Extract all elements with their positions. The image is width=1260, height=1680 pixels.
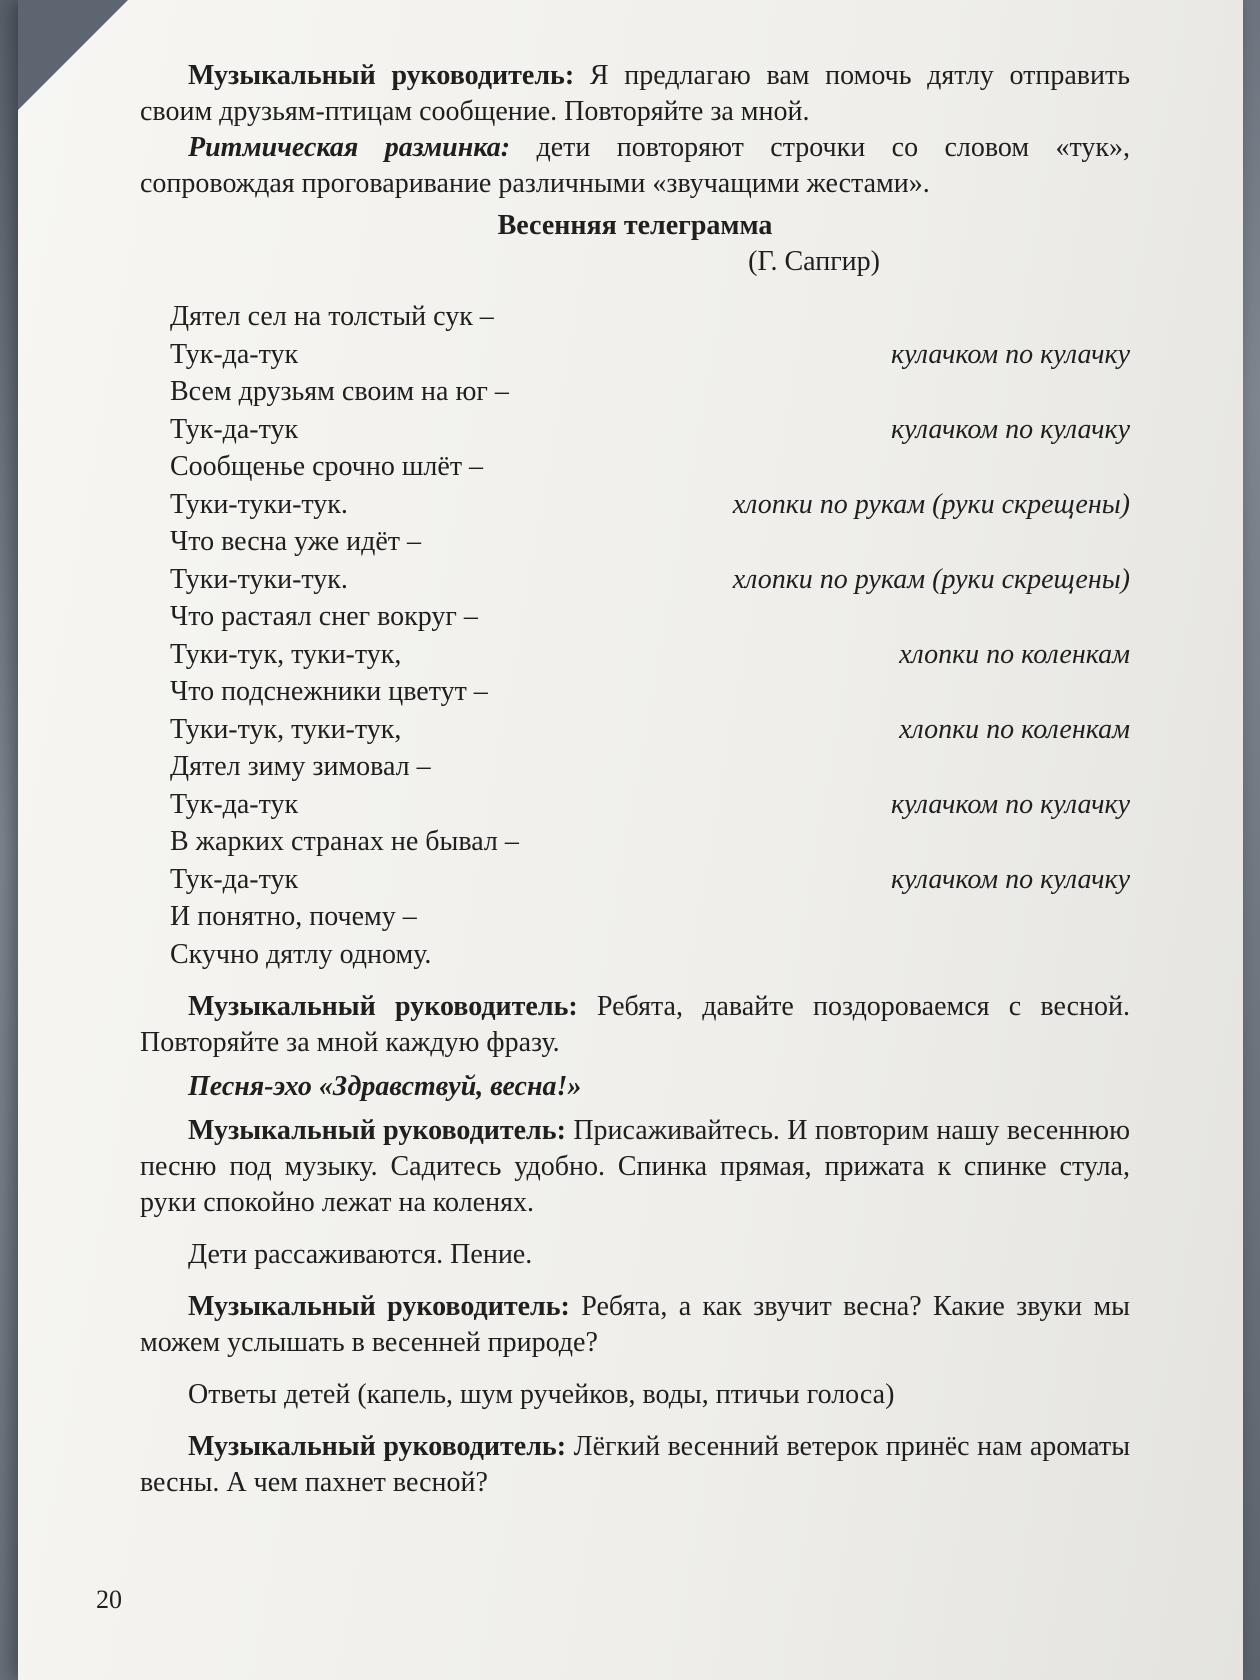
poem-line-text: Дятел сел на толстый сук – [170, 301, 494, 332]
paragraph-text: Присаживайтесь. И повторим нашу весеннюю песню под музыку. Садитесь удобно. Спинка прямая, прижата к спинке стула, руки спокойно лежат на коленях. [140, 1115, 1130, 1218]
poem-line-text: Всем друзьям своим на юг – [170, 376, 509, 407]
poem-line-text: Туки-тук, туки-тук, [170, 713, 402, 745]
speaker-label: Музыкальный руководитель: [188, 1115, 566, 1146]
paragraph-children-answers: Ответы детей (капель, шум ручейков, воды, птичьи голоса) [188, 1379, 895, 1410]
poem-line-text: Сообщенье срочно шлёт – [170, 451, 484, 482]
paragraph-text: Ребята, а как звучит весна? Какие звуки мы можем услышать в весенней природе? [140, 1291, 1130, 1358]
gesture-instruction: хлопки по рукам (руки скрещены) [732, 488, 1130, 520]
poem-line [140, 748, 1130, 786]
paragraph-text: Я предлагаю вам помочь дятлу отправить своим друзьям-птицам сообщение. Повторяйте за мной. [140, 60, 1130, 127]
book-page [18, 0, 1243, 1680]
song-title: Песня-эхо «Здравствуй, весна!» [188, 1071, 582, 1102]
poem-line-text: Что весна уже идёт – [170, 526, 422, 557]
poem-line [140, 561, 1130, 599]
poem-line [140, 598, 1130, 636]
paragraph-text: Ребята, давайте поздороваемся с весной. Повторяйте за мной каждую фразу. [140, 991, 1130, 1058]
speaker-label: Музыкальный руководитель: [188, 991, 578, 1022]
poem-lines [140, 298, 1130, 973]
poem-title: Весенняя телеграмма [497, 210, 773, 241]
paragraph-text: дети повторяют строчки со словом «тук», сопровождая проговаривание различными «звучащими жестами». [140, 132, 1130, 199]
poem-line [140, 373, 1130, 411]
poem-line-text: Туки-туки-тук. [170, 563, 348, 595]
poem-line [140, 523, 1130, 561]
poem-line [140, 861, 1130, 899]
page-number: 20 [96, 1585, 122, 1614]
poem-line-text: Тук-да-тук [170, 338, 299, 370]
speaker-label: Музыкальный руководитель: [188, 1431, 567, 1462]
poem-line-text: Что подснежники цветут – [170, 676, 488, 707]
poem-line [140, 486, 1130, 524]
gesture-instruction: кулачком по кулачку [891, 788, 1130, 820]
speaker-label: Музыкальный руководитель: [188, 60, 575, 91]
intro-paragraph-2 [140, 130, 1130, 202]
poem-line [140, 898, 1130, 936]
poem-line [140, 786, 1130, 824]
poem-line [140, 411, 1130, 449]
paragraph-sit-down [140, 1113, 1130, 1221]
paragraph-spring-sounds [140, 1289, 1130, 1361]
gesture-instruction: кулачком по кулачку [891, 413, 1130, 445]
poem-line [140, 936, 1130, 974]
gesture-instruction: кулачком по кулачку [891, 338, 1130, 370]
paragraph-text: Лёгкий весенний ветерок принёс нам ароматы весны. А чем пахнет весной? [140, 1431, 1131, 1498]
poem-line [140, 823, 1130, 861]
poem-line-text: Туки-туки-тук. [170, 488, 348, 520]
poem-line-text: Тук-да-тук [170, 413, 299, 445]
poem-line-text: Что растаял снег вокруг – [170, 601, 478, 632]
warmup-label: Ритмическая разминка: [188, 132, 511, 163]
gesture-instruction: хлопки по рукам (руки скрещены) [732, 563, 1130, 595]
gesture-instruction: кулачком по кулачку [891, 863, 1130, 895]
poem-line [140, 298, 1130, 336]
page-content [140, 58, 1130, 1501]
poem-line [140, 336, 1130, 374]
poem-line [140, 636, 1130, 674]
gesture-instruction: хлопки по коленкам [899, 713, 1130, 745]
paragraph-spring-smells [140, 1429, 1130, 1501]
poem-line-text: И понятно, почему – [170, 901, 417, 932]
paragraph-greeting [140, 989, 1130, 1061]
paragraph-children-sit: Дети рассаживаются. Пение. [188, 1239, 533, 1270]
poem-line-text: Тук-да-тук [170, 788, 299, 820]
intro-paragraph-1 [140, 58, 1130, 130]
poem-line-text: Дятел зиму зимовал – [170, 751, 431, 782]
poem-author: (Г. Сапгир) [748, 246, 880, 277]
page-corner-shadow [18, 0, 128, 110]
gesture-instruction: хлопки по коленкам [899, 638, 1130, 670]
poem-line-text: Тук-да-тук [170, 863, 299, 895]
poem-line [140, 711, 1130, 749]
poem-line-text: Туки-тук, туки-тук, [170, 638, 402, 670]
poem-line [140, 673, 1130, 711]
poem-line-text: Скучно дятлу одному. [170, 938, 432, 970]
poem-line-text: В жарких странах не бывал – [170, 826, 519, 857]
speaker-label: Музыкальный руководитель: [188, 1291, 570, 1322]
poem-line [140, 448, 1130, 486]
